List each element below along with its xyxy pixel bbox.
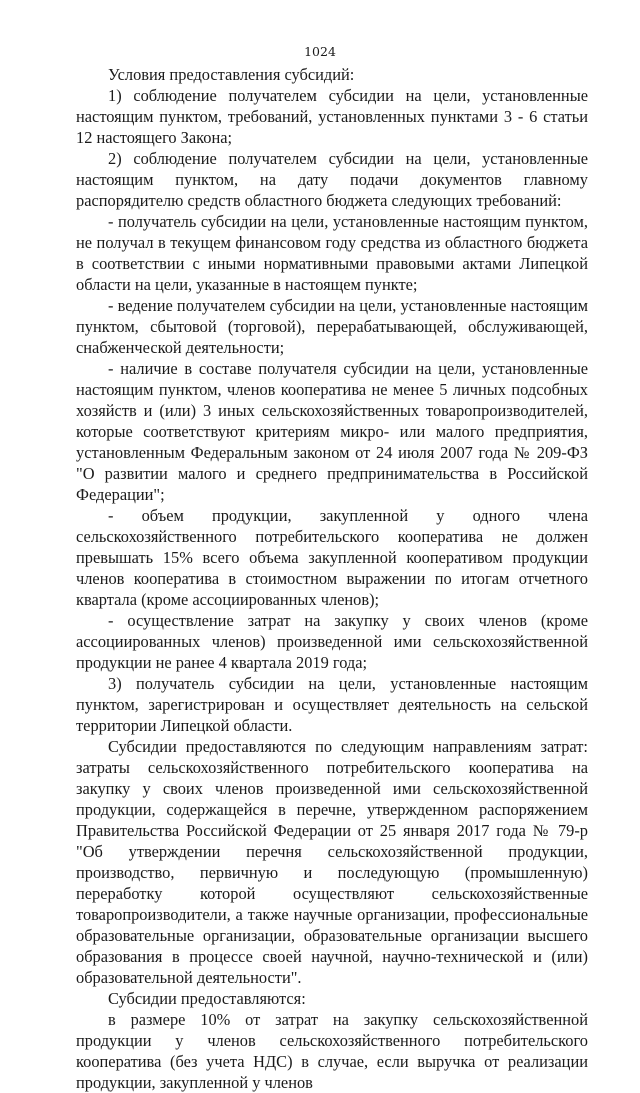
paragraph-requirement-activity: - ведение получателем субсидии на цели, установленные настоящим пунктом, сбытовой (торговой), перерабатывающей, обслуживающей, снабженческой деятельности;	[76, 296, 588, 357]
paragraph-cost-directions: Субсидии предоставляются по следующим направлениям затрат: затраты сельскохозяйственного потребительского кооператива на закупку у своих членов произведенной ими сельскохозяйственной продукции, содержащейся в перечне, утвержденном распоряжением Правительства Российской Федерации от 25 января 2017 года № 79-р "Об утверждении перечня сельскохозяйственной продукции, производство, первичную и последующую (промышленную) переработку которой осуществляют сельскохозяйственные товаропроизводители, а также научные организации, профессиональные образовательные организации, образовательные организации высшего образования в процессе своей научной, научно-технической и (или) образовательной деятельности".	[76, 737, 588, 987]
paragraph-condition-2: 2) соблюдение получателем субсидии на цели, установленные настоящим пунктом, на дату подачи документов главному распорядителю средств областного бюджета следующих требований:	[76, 149, 588, 210]
paragraph-subsidy-rate: в размере 10% от затрат на закупку сельскохозяйственной продукции у членов сельскохозяйственного потребительского кооператива (без учета НДС) в случае, если выручка от реализации продукции, закупленной у членов	[76, 1010, 588, 1092]
paragraph-conditions-heading: Условия предоставления субсидий:	[108, 65, 355, 84]
paragraph-requirement-volume: - объем продукции, закупленной у одного члена сельскохозяйственного потребительского кооператива не должен превышать 15% всего объема закупленной кооперативом продукции членов кооператива в стоимостном выражении по итогам отчетного квартала (кроме ассоциированных членов);	[76, 506, 588, 609]
page-number: 1024	[304, 44, 336, 59]
paragraph-requirement-members: - наличие в составе получателя субсидии на цели, установленные настоящим пунктом, членов кооператива не менее 5 личных подсобных хозяйств и (или) 3 иных сельскохозяйственных товаропроизводителей, которые соответствуют критериям микро- или малого предприятия, установленным Федеральным законом от 24 июля 2007 года № 209-ФЗ "О развитии малого и среднего предпринимательства в Российской Федерации";	[76, 359, 588, 504]
document-body	[76, 64, 588, 1093]
paragraph-requirement-costs: - осуществление затрат на закупку у своих членов (кроме ассоциированных членов) произведенной ими сельскохозяйственной продукции не ранее 4 квартала 2019 года;	[76, 611, 588, 672]
paragraph-condition-1: 1) соблюдение получателем субсидии на цели, установленные настоящим пунктом, требований, установленных пунктами 3 - 6 статьи 12 настоящего Закона;	[76, 86, 588, 147]
paragraph-subsidies-provided: Субсидии предоставляются:	[108, 989, 306, 1008]
paragraph-condition-3: 3) получатель субсидии на цели, установленные настоящим пунктом, зарегистрирован и осуществляет деятельность на сельской территории Липецкой области.	[76, 674, 588, 735]
paragraph-requirement-no-other-funds: - получатель субсидии на цели, установленные настоящим пунктом, не получал в текущем финансовом году средства из областного бюджета в соответствии с иными нормативными правовыми актами Липецкой области на цели, указанные в настоящем пункте;	[76, 212, 588, 294]
